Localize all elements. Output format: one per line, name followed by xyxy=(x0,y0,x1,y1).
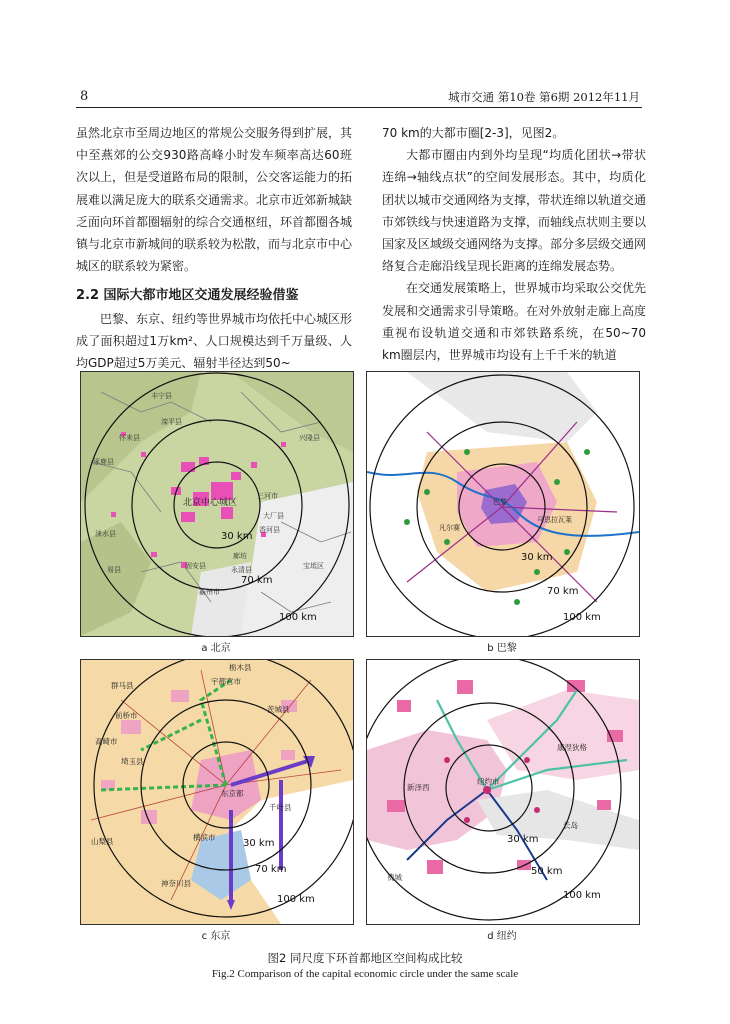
ring-label: 50 km xyxy=(531,866,563,877)
place-label: 兴隆县 xyxy=(299,434,320,442)
paragraph: 70 km的大都市圈[2-3]，见图2。 xyxy=(382,126,565,140)
panel-caption: c 东京 xyxy=(201,931,231,942)
paragraph: 虽然北京市至周边地区的常规公交服务得到扩展，其中至燕郊的公交930路高峰小时发车频率高达60班次以上，但是受道路布局的限制，公交客运能力的拓展难以满足庞大的联系交通需求。北京市近郊新城缺乏面向环首都圈辐射的综合交通枢纽，环首都圈各城镇与北京市新城间的联系较为松散，而与北京市中心城区的联系较为紧密。 xyxy=(76,126,353,274)
place-label: 康涅狄格 xyxy=(557,743,587,752)
center-label: 北京中心城区 xyxy=(183,498,238,508)
ring-label: 70 km xyxy=(547,586,579,597)
place-label: 易县 xyxy=(107,566,121,574)
place-label: 涿鹿县 xyxy=(93,458,114,466)
place-label: 廊坊 xyxy=(233,552,247,560)
place-label: 东京都 xyxy=(221,789,244,798)
place-label: 怀来县 xyxy=(119,434,140,442)
place-label: 凡尔赛 xyxy=(439,524,460,532)
map-panel-newyork xyxy=(366,659,640,925)
ring-label: 70 km xyxy=(255,864,287,875)
place-label: 固安县 xyxy=(185,562,206,570)
place-label: 丰宁县 xyxy=(151,392,172,400)
ring-label: 100 km xyxy=(563,612,601,623)
place-label: 千叶县 xyxy=(269,803,292,812)
paragraph: 在交通发展策略上，世界城市均采取公交优先发展和交通需求引导策略。在对外放射走廊上高度重视布设轨道交通和市郊铁路系统，在50~70 km圈层内，世界城市均设有上千千米的轨道 xyxy=(382,281,647,363)
place-label: 巴黎 xyxy=(493,498,507,506)
ring-label: 100 km xyxy=(277,894,315,905)
ring-label: 30 km xyxy=(221,531,253,542)
place-label: 神奈川县 xyxy=(161,879,191,888)
map-panel-beijing xyxy=(80,371,354,637)
place-label: 宇都宫市 xyxy=(211,677,241,686)
place-label: 涞水县 xyxy=(95,530,116,538)
map-panel-paris xyxy=(366,371,640,637)
place-label: 永清县 xyxy=(231,566,252,574)
section-heading: 2.2 国际大都市地区交通发展经验借鉴 xyxy=(76,288,299,304)
ring-label: 30 km xyxy=(243,838,275,849)
place-label: 茨城县 xyxy=(267,705,290,714)
left-column xyxy=(76,122,352,374)
place-label: 高崎市 xyxy=(95,737,118,746)
place-label: 纽约市 xyxy=(477,777,500,786)
place-label: 宝坻区 xyxy=(303,562,324,570)
paragraph: 巴黎、东京、纽约等世界城市均依托中心城区形成了面积超过1万km²、人口规模达到千万量级、人均GDP超过5万美元、辐射半径达到50~ xyxy=(76,311,353,371)
figure-title-en: Fig.2 Comparison of the capital economic circle under the same scale xyxy=(211,968,519,980)
panel-caption: d 纽约 xyxy=(487,931,517,942)
ring-label: 30 km xyxy=(521,552,553,563)
ring-label: 100 km xyxy=(563,890,601,901)
place-label: 霸州市 xyxy=(199,588,220,596)
place-label: 横滨市 xyxy=(193,833,216,842)
figure-title-cn: 图2 同尺度下环首都地区空间构成比较 xyxy=(267,951,463,965)
paragraph: 大都市圈由内到外均呈现“均质化团状→带状连绵→轴线点状”的空间发展形态。其中，均质化团状以城市交通网络为支撑，带状连绵以轨道交通市郊铁线与快速道路为支撑，而轴线点状则主要以国家及区域级交通网络为支撑。部分多层级交通网络复合走廊沿线呈现长距离的连绵发展态势。 xyxy=(382,148,647,274)
place-label: 三河市 xyxy=(257,492,278,500)
header-rule xyxy=(76,107,642,108)
place-label: 埼玉县 xyxy=(121,757,144,766)
place-label: 大厂县 xyxy=(263,512,284,520)
place-label: 群马县 xyxy=(111,681,134,690)
ring-label: 100 km xyxy=(279,612,317,623)
place-label: 滦平县 xyxy=(161,418,182,426)
right-column xyxy=(382,122,646,366)
map-panel-tokyo xyxy=(80,659,354,925)
place-label: 长岛 xyxy=(563,821,578,830)
place-label: 前桥市 xyxy=(115,711,138,720)
place-label: 费城 xyxy=(387,873,402,882)
place-label: 栃木县 xyxy=(229,663,252,672)
panel-caption: b 巴黎 xyxy=(487,643,517,654)
panel-caption: a 北京 xyxy=(201,643,231,654)
journal-info: 城市交通 第10卷 第6期 2012年11月 xyxy=(448,90,640,104)
ring-label: 30 km xyxy=(507,834,539,845)
place-label: 新泽西 xyxy=(407,783,430,792)
place-label: 山梨县 xyxy=(91,837,114,846)
place-label: 香河县 xyxy=(259,526,280,534)
page-number: 8 xyxy=(80,89,89,104)
place-label: 马恩拉瓦莱 xyxy=(537,516,572,524)
ring-label: 70 km xyxy=(241,575,273,586)
